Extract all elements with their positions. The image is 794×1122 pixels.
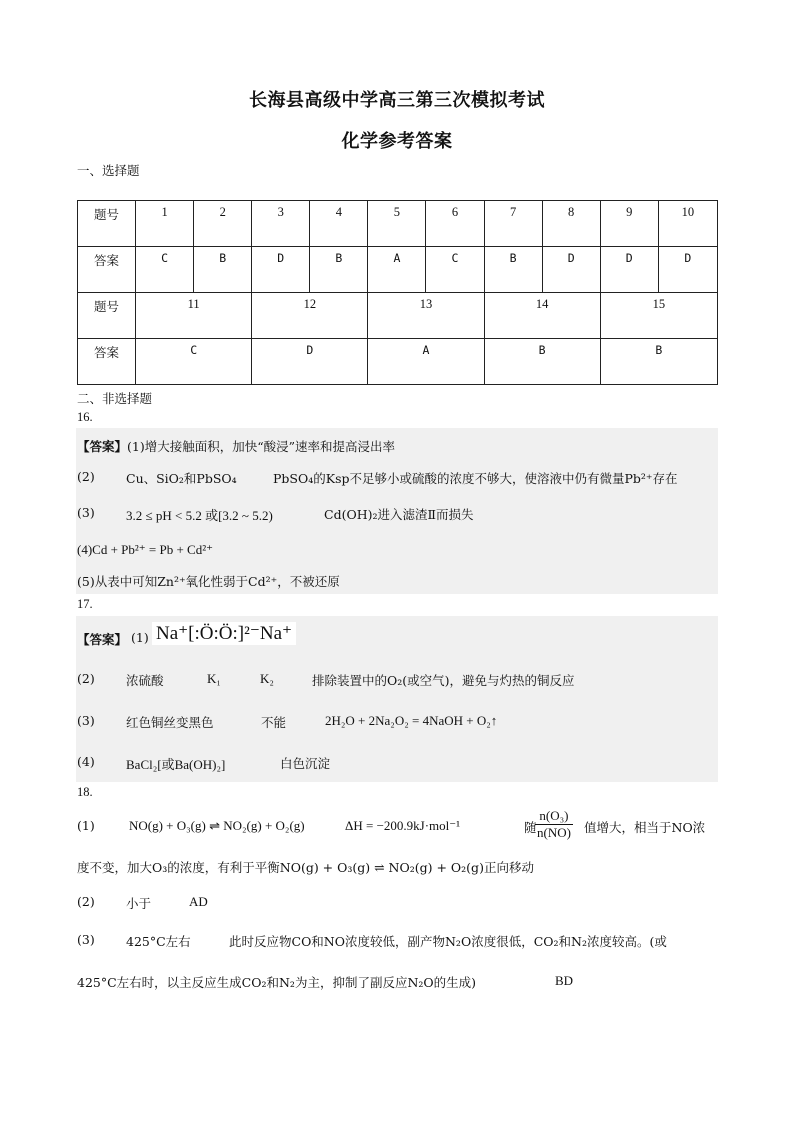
- answer-cell: C: [426, 247, 484, 293]
- question-number-cell: 1: [136, 201, 194, 247]
- q18-answer-3b: 此时反应物CO和NO浓度较低，副产物N₂O浓度很低，CO₂和N₂浓度较高。(或: [229, 934, 667, 949]
- question-number-cell: 5: [368, 201, 426, 247]
- answer-cell: B: [484, 247, 542, 293]
- question-17-number: 17.: [77, 597, 93, 611]
- q16-line-2: [77, 469, 718, 487]
- q17-line-3: [77, 713, 718, 731]
- q18-part-label: (1): [77, 818, 95, 833]
- q18-line-4: [77, 932, 718, 950]
- q17-answer-4a: BaCl₂[或Ba(OH)₂]: [126, 757, 226, 772]
- q17-part-label: (2): [77, 671, 95, 686]
- q18-text-tail: 值增大，相当于NO浓: [584, 820, 706, 835]
- answer-cell: D: [658, 247, 717, 293]
- answer-cell: D: [252, 339, 368, 385]
- q16-answer-4: (4)Cd + Pb²⁺ = Pb + Cd²⁺: [77, 542, 213, 557]
- question-number-cell: 7: [484, 201, 542, 247]
- q17-answer-2d: 排除装置中的O₂(或空气)，避免与灼热的铜反应: [312, 673, 575, 688]
- q18-answer-3a: 425°C左右: [126, 934, 191, 949]
- answer-cell: B: [484, 339, 600, 385]
- answer-cell: B: [600, 339, 717, 385]
- q17-part-label: (4): [77, 754, 95, 769]
- answer-cell: D: [542, 247, 600, 293]
- q18-answer-2b: AD: [189, 894, 208, 909]
- q16-line-3: [77, 505, 718, 523]
- q18-answer-3d: BD: [555, 973, 574, 988]
- question-number-cell: 6: [426, 201, 484, 247]
- page-title: 长海县高级中学高三第三次模拟考试: [249, 90, 545, 111]
- question-number-cell: 9: [600, 201, 658, 247]
- q16-answer-2b: PbSO₄的Ksp不足够小或硫酸的浓度不够大，使溶液中仍有微量Pb²⁺存在: [273, 471, 678, 486]
- q18-text-sui: 随: [524, 820, 537, 835]
- q17-answer-2b: K₁: [207, 671, 221, 686]
- question-number-cell: 3: [252, 201, 310, 247]
- answer-cell: B: [194, 247, 252, 293]
- question-number-cell: 4: [310, 201, 368, 247]
- table-cell-header: 题号: [78, 201, 136, 247]
- q18-part-label: (2): [77, 894, 95, 909]
- answer-cell: C: [136, 339, 252, 385]
- q18-equation: NO(g) + O₃(g) ⇌ NO₂(g) + O₂(g): [129, 818, 305, 833]
- q17-answer-3c: 2H₂O + 2Na₂O₂ = 4NaOH + O₂↑: [325, 713, 498, 728]
- q16-answer-1: (1)增大接触面积，加快“酸浸”速率和提高浸出率: [127, 439, 396, 454]
- answer-label: 【答案】: [77, 439, 128, 454]
- question-number-cell: 12: [252, 293, 368, 339]
- q18-part-label: (3): [77, 932, 95, 947]
- table-cell-header: 题号: [78, 293, 136, 339]
- question-16-number: 16.: [77, 410, 93, 424]
- table-row: [78, 247, 718, 293]
- question-number-cell: 14: [484, 293, 600, 339]
- q16-line-1: [77, 437, 395, 455]
- question-number-cell: 2: [194, 201, 252, 247]
- section-choice-heading: 一、选择题: [77, 163, 140, 178]
- question-number-cell: 13: [368, 293, 484, 339]
- q17-answer-3b: 不能: [261, 715, 287, 730]
- answer-cell: C: [136, 247, 194, 293]
- q16-answer-5: (5)从表中可知Zn²⁺氧化性弱于Cd²⁺，不被还原: [77, 574, 340, 589]
- table-row: [78, 293, 718, 339]
- q16-answer-3a: 3.2 ≤ pH < 5.2 或[3.2 ~ 5.2): [126, 508, 273, 523]
- fraction-denominator: n(NO): [537, 825, 571, 840]
- answer-cell: A: [368, 247, 426, 293]
- q18-line-5: [77, 973, 718, 991]
- q18-enthalpy: ΔH = −200.9kJ·mol⁻¹: [345, 818, 461, 833]
- q18-line-2: 度不变，加大O₃的浓度，有利于平衡NO(g) + O₃(g) ⇌ NO₂(g) + O₂(g)正向移动: [77, 860, 534, 875]
- q17-part-label: (1): [131, 630, 149, 645]
- answer-cell: A: [368, 339, 484, 385]
- question-number-cell: 11: [136, 293, 252, 339]
- q17-answer-4b: 白色沉淀: [280, 756, 331, 771]
- q16-answer-3b: Cd(OH)₂进入滤渣Ⅱ而损失: [324, 507, 474, 522]
- q18-line-3: [77, 894, 718, 912]
- answer-cell: D: [600, 247, 658, 293]
- q17-line-4: [77, 754, 718, 772]
- question-number-cell: 8: [542, 201, 600, 247]
- q17-answer-2a: 浓硫酸: [126, 673, 164, 688]
- question-18-number: 18.: [77, 785, 93, 799]
- q16-part-label: (3): [77, 505, 95, 520]
- answer-cell: D: [252, 247, 310, 293]
- q18-answer-3c: 425°C左右时，以主反应生成CO₂和N₂为主，抑制了副反应N₂O的生成): [77, 975, 477, 990]
- question-number-cell: 10: [658, 201, 717, 247]
- q17-electron-formula: Na⁺[:Ö:Ö:]²⁻Na⁺: [152, 622, 296, 645]
- section-nonchoice-heading: 二、非选择题: [77, 391, 153, 406]
- q17-answer-3a: 红色铜丝变黑色: [126, 715, 214, 730]
- table-cell-header: 答案: [78, 247, 136, 293]
- q16-answer-2a: Cu、SiO₂和PbSO₄: [126, 471, 237, 486]
- q17-answer-2c: K₂: [260, 671, 274, 686]
- q16-part-label: (2): [77, 469, 95, 484]
- page-subtitle: 化学参考答案: [341, 131, 453, 152]
- q18-ratio-fraction: [535, 808, 573, 841]
- fraction-numerator: n(O₃): [535, 808, 573, 825]
- answer-label: 【答案】: [77, 632, 128, 647]
- table-row: [78, 201, 718, 247]
- q18-line-1: [77, 810, 718, 850]
- answer-table: [77, 200, 718, 385]
- table-cell-header: 答案: [78, 339, 136, 385]
- question-number-cell: 15: [600, 293, 717, 339]
- answer-cell: B: [310, 247, 368, 293]
- q17-part-label: (3): [77, 713, 95, 728]
- table-row: [78, 339, 718, 385]
- q17-line-2: [77, 671, 718, 689]
- q18-answer-2a: 小于: [126, 896, 152, 911]
